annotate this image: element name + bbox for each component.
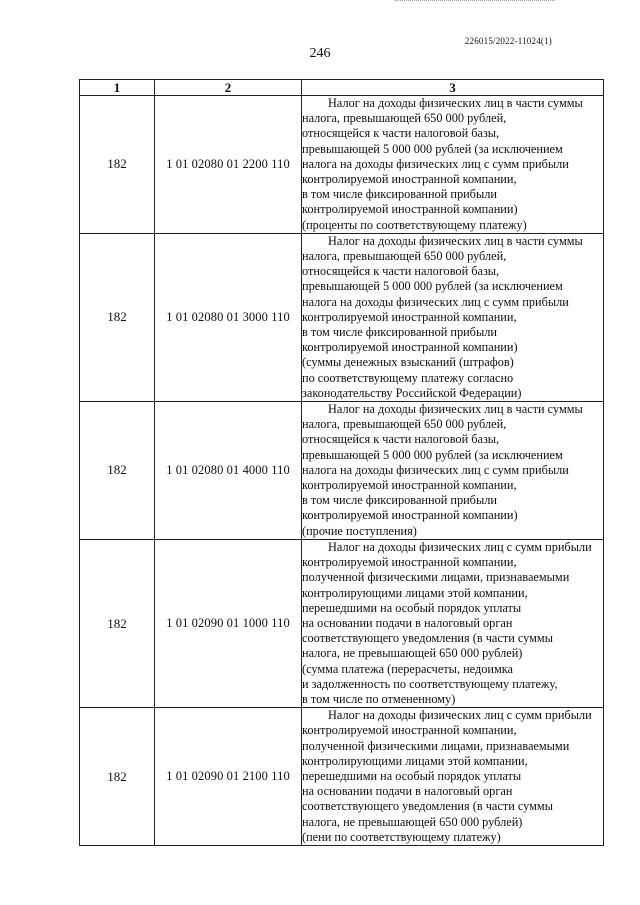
description-cell xyxy=(302,539,604,707)
description-line: контролируемой иностранной компании, xyxy=(302,555,517,570)
description-line: налога, не превышающей 650 000 рублей) xyxy=(302,814,523,829)
document-id: 226015/2022-11024(1) xyxy=(464,36,552,46)
description-line: контролируемой иностранной компании) xyxy=(302,508,518,523)
description-line: контролируемой иностранной компании, xyxy=(302,723,517,738)
budget-classification-code-cell: 1 01 02080 01 4000 110 xyxy=(155,402,302,540)
description-line: соответствующего уведомления (в части суммы xyxy=(302,799,553,814)
admin-code-cell: 182 xyxy=(80,233,155,401)
description-line: налога на доходы физических лиц с сумм прибыли xyxy=(302,294,569,309)
description-cell xyxy=(302,708,604,846)
description-line: в том числе по отмененному) xyxy=(302,691,456,706)
description-line: Налог на доходы физических лиц с сумм прибыли xyxy=(328,708,592,723)
scan-artifact xyxy=(395,0,555,4)
description-line: превышающей 5 000 000 рублей (за исключением xyxy=(302,447,563,462)
admin-code-cell: 182 xyxy=(80,708,155,846)
admin-code-cell: 182 xyxy=(80,96,155,234)
budget-classification-code-cell: 1 01 02090 01 2100 110 xyxy=(155,708,302,846)
description-line: перешедшими на особый порядок уплаты xyxy=(302,768,522,783)
description-line: (пени по соответствующему платежу) xyxy=(302,829,501,844)
description-line: в том числе фиксированной прибыли xyxy=(302,493,497,508)
description-line: на основании подачи в налоговый орган xyxy=(302,784,513,799)
description-line: и задолженность по соответствующему платежу, xyxy=(302,676,558,691)
description-line: Налог на доходы физических лиц в части суммы xyxy=(328,402,583,417)
description-line: контролируемой иностранной компании, xyxy=(302,478,517,493)
description-line: по соответствующему платежу согласно xyxy=(302,370,514,385)
column-header-2: 2 xyxy=(155,80,302,96)
description-cell xyxy=(302,96,604,234)
table-row xyxy=(80,233,604,401)
description-line: налога, превышающей 650 000 рублей, xyxy=(302,111,507,126)
description-line: относящейся к части налоговой базы, xyxy=(302,126,500,141)
description-cell xyxy=(302,233,604,401)
column-header-3: 3 xyxy=(302,80,604,96)
page-number: 246 xyxy=(309,46,331,61)
description-line: полученной физическими лицами, признаваемыми xyxy=(302,570,570,585)
description-line: контролирующими лицами этой компании, xyxy=(302,585,528,600)
description-line: соответствующего уведомления (в части суммы xyxy=(302,631,553,646)
description-line: законодательству Российской Федерации) xyxy=(302,385,522,400)
budget-classification-code-cell: 1 01 02080 01 2200 110 xyxy=(155,96,302,234)
description-line: Налог на доходы физических лиц в части суммы xyxy=(328,233,583,248)
table-row xyxy=(80,402,604,540)
budget-classification-code-cell: 1 01 02090 01 1000 110 xyxy=(155,539,302,707)
description-line: налога на доходы физических лиц с сумм прибыли xyxy=(302,156,569,171)
admin-code-cell: 182 xyxy=(80,402,155,540)
description-line: превышающей 5 000 000 рублей (за исключением xyxy=(302,141,563,156)
table-row xyxy=(80,708,604,846)
description-line: контролируемой иностранной компании) xyxy=(302,340,518,355)
description-line: налога на доходы физических лиц с сумм прибыли xyxy=(302,462,569,477)
description-line: превышающей 5 000 000 рублей (за исключением xyxy=(302,279,563,294)
description-line: налога, превышающей 650 000 рублей, xyxy=(302,249,507,264)
table-header-row xyxy=(80,80,604,96)
description-line: контролирующими лицами этой компании, xyxy=(302,753,528,768)
description-line: относящейся к части налоговой базы, xyxy=(302,264,500,279)
description-line: (суммы денежных взысканий (штрафов) xyxy=(302,355,514,370)
description-line: (прочие поступления) xyxy=(302,523,417,538)
description-line: (проценты по соответствующему платежу) xyxy=(302,217,527,232)
description-line: налога, превышающей 650 000 рублей, xyxy=(302,417,507,432)
description-line: налога, не превышающей 650 000 рублей) xyxy=(302,646,523,661)
description-line: в том числе фиксированной прибыли xyxy=(302,187,497,202)
description-line: контролируемой иностранной компании) xyxy=(302,202,518,217)
description-line: на основании подачи в налоговый орган xyxy=(302,615,513,630)
description-line: полученной физическими лицами, признаваемыми xyxy=(302,738,570,753)
tax-code-table xyxy=(79,79,604,846)
description-cell xyxy=(302,402,604,540)
column-header-1: 1 xyxy=(80,80,155,96)
table-row xyxy=(80,96,604,234)
description-line: контролируемой иностранной компании, xyxy=(302,172,517,187)
table-row xyxy=(80,539,604,707)
budget-classification-code-cell: 1 01 02080 01 3000 110 xyxy=(155,233,302,401)
description-line: относящейся к части налоговой базы, xyxy=(302,432,500,447)
description-line: контролируемой иностранной компании, xyxy=(302,309,517,324)
description-line: в том числе фиксированной прибыли xyxy=(302,325,497,340)
admin-code-cell: 182 xyxy=(80,539,155,707)
description-line: Налог на доходы физических лиц с сумм прибыли xyxy=(328,539,592,554)
description-line: перешедшими на особый порядок уплаты xyxy=(302,600,522,615)
description-line: Налог на доходы физических лиц в части суммы xyxy=(328,96,583,110)
description-line: (сумма платежа (перерасчеты, недоимка xyxy=(302,661,513,676)
